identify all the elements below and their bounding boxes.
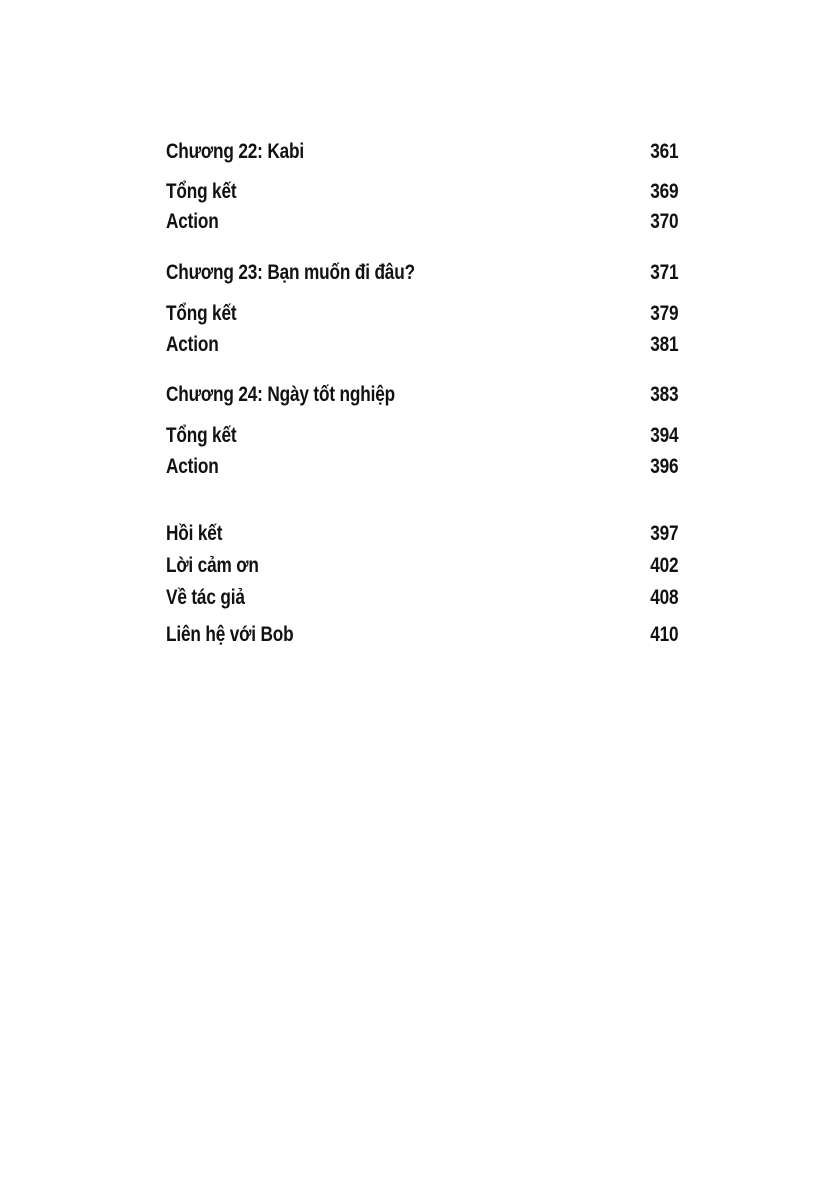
toc-entry-chapter-23[interactable] (166, 260, 678, 286)
toc-entry-title: Hồi kết (166, 522, 223, 545)
toc-entry-title: Liên hệ với Bob (166, 623, 294, 646)
toc-entry-title: Chương 23: Bạn muốn đi đâu? (166, 261, 415, 284)
toc-entry-epilogue[interactable] (166, 521, 678, 547)
toc-entry-title: Chương 24: Ngày tốt nghiệp (166, 383, 395, 406)
toc-entry-chapter-24[interactable] (166, 382, 678, 408)
toc-entry-action-22[interactable] (166, 209, 678, 235)
toc-entry-page: 394 (649, 424, 678, 447)
toc-entry-title: Tổng kết (166, 302, 237, 325)
toc-entry-title: Về tác giả (166, 586, 245, 609)
toc-entry-page: 381 (649, 333, 678, 356)
toc-entry-summary-23[interactable] (166, 301, 678, 327)
toc-entry-action-23[interactable] (166, 332, 678, 358)
toc-entry-page: 396 (649, 455, 678, 478)
toc-entry-action-24[interactable] (166, 454, 678, 480)
toc-entry-contact-bob[interactable] (166, 622, 678, 648)
toc-entry-page: 410 (649, 623, 678, 646)
toc-entry-page: 383 (649, 383, 678, 406)
toc-entry-acknowledgements[interactable] (166, 553, 678, 579)
toc-entry-title: Action (166, 455, 219, 478)
toc-entry-title: Tổng kết (166, 424, 237, 447)
toc-entry-page: 369 (649, 180, 678, 203)
toc-entry-chapter-22[interactable] (166, 139, 678, 165)
toc-entry-page: 402 (649, 554, 678, 577)
toc-entry-summary-24[interactable] (166, 423, 678, 449)
toc-entry-page: 371 (649, 261, 678, 284)
toc-entry-about-author[interactable] (166, 585, 678, 611)
toc-entry-title: Tổng kết (166, 180, 237, 203)
toc-entry-summary-22[interactable] (166, 179, 678, 205)
toc-entry-page: 361 (649, 140, 678, 163)
toc-entry-page: 379 (649, 302, 678, 325)
toc-entry-title: Action (166, 333, 219, 356)
toc-entry-page: 370 (649, 210, 678, 233)
toc-entry-title: Chương 22: Kabi (166, 140, 305, 163)
toc-entry-title: Lời cảm ơn (166, 554, 259, 577)
toc-entry-title: Action (166, 210, 219, 233)
toc-entry-page: 397 (649, 522, 678, 545)
toc-entry-page: 408 (649, 586, 678, 609)
